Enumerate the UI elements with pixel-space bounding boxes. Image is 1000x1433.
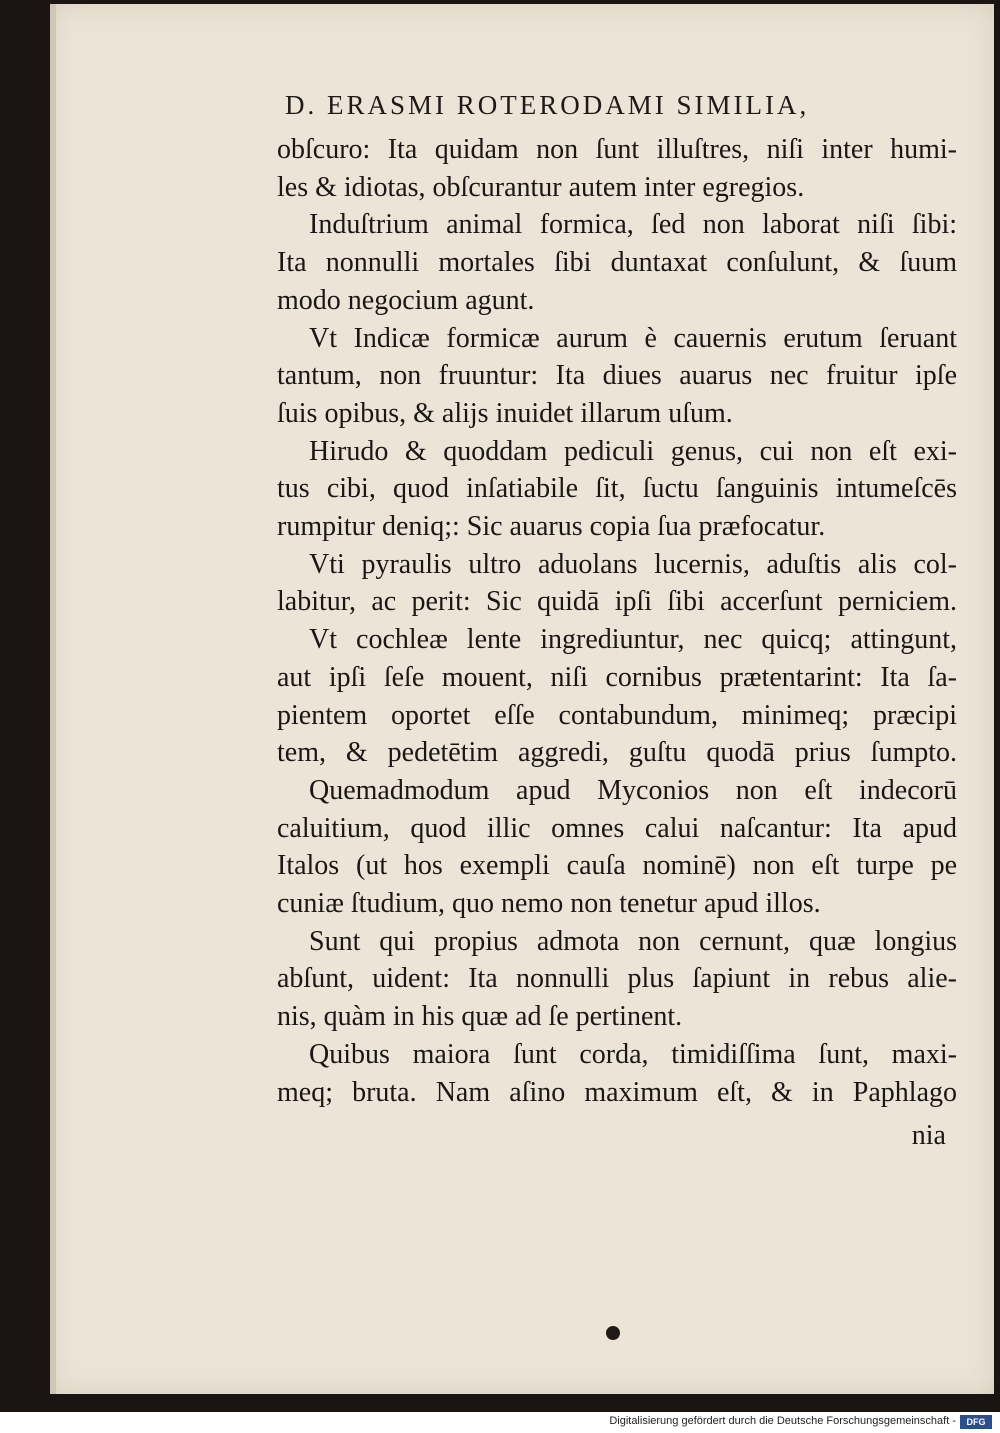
text-line: modo negocium agunt. — [277, 284, 535, 316]
text-line: Vt cochleæ lente ingrediuntur, nec quicq; attingunt, — [309, 624, 957, 656]
text-line: pientem oportet eſſe contabundum, minimeq; præcipi — [277, 699, 957, 731]
text-line: Quibus maiora ſunt corda, timidiſſima ſunt, maxi- — [309, 1038, 957, 1070]
text-line: abſunt, uident: Ita nonnulli plus ſapiunt in rebus alie- — [277, 963, 957, 995]
paragraph — [277, 206, 957, 319]
text-line: Quemadmodum apud Myconios non eſt indecorū — [309, 774, 957, 806]
funding-credit: Digitalisierung gefördert durch die Deutsche Forschungsgemeinschaft - — [609, 1415, 956, 1427]
text-line: labitur, ac perit: Sic quidā ipſi ſibi accerſunt perniciem. — [277, 586, 957, 618]
paragraph — [277, 772, 957, 923]
text-line: Ita nonnulli mortales ſibi duntaxat conſulunt, & ſuum — [277, 247, 957, 279]
paragraph — [277, 621, 957, 772]
text-line: Hirudo & quoddam pediculi genus, cui non eſt exi- — [309, 435, 957, 467]
paragraph — [277, 1036, 957, 1111]
body-text — [277, 131, 957, 1111]
text-line: nis, quàm in his quæ ad ſe pertinent. — [277, 1001, 683, 1033]
text-line: obſcuro: Ita quidam non ſunt illuſtres, niſi inter humi- — [277, 134, 957, 165]
text-line: rumpitur deniq;: Sic auarus copia ſua præfocatur. — [277, 511, 826, 543]
text-line: Induſtrium animal formica, ſed non laborat niſi ſibi: — [309, 209, 957, 241]
text-line: caluitium, quod illic omnes calui naſcantur: Ita apud — [277, 812, 957, 844]
text-line: meq; bruta. Nam aſino maximum eſt, & in Paphlago — [277, 1076, 957, 1108]
text-line: aut ipſi ſeſe mouent, niſi cornibus prætentarint: Ita ſa- — [277, 661, 957, 693]
text-line: tus cibi, quod inſatiabile ſit, ſuctu ſanguinis intumeſcēs — [277, 473, 957, 505]
paragraph — [277, 320, 957, 433]
text-line: cuniæ ſtudium, quo nemo non tenetur apud illos. — [277, 888, 821, 920]
footer-bar — [0, 1412, 1000, 1433]
paragraph — [277, 546, 957, 621]
ink-dot — [606, 1326, 620, 1340]
text-line: tantum, non fruuntur: Ita diues auarus nec fruitur ipſe — [277, 360, 957, 392]
text-line: Vti pyraulis ultro aduolans lucernis, aduſtis alis col- — [309, 548, 957, 580]
text-line: tem, & pedetētim aggredi, guſtu quodā prius ſumpto. — [277, 737, 957, 769]
text-line: Sunt qui propius admota non cernunt, quæ longius — [309, 925, 957, 957]
paragraph — [277, 131, 957, 206]
text-line: les & idiotas, obſcurantur autem inter egregios. — [277, 171, 805, 203]
paragraph — [277, 923, 957, 1036]
text-line: ſuis opibus, & alijs inuidet illarum uſum. — [277, 397, 733, 429]
dfg-logo-icon: DFG — [960, 1415, 992, 1429]
text-line: Vt Indicæ formicæ aurum è cauernis erutum ſeruant — [309, 322, 957, 354]
catchword: nia — [911, 1120, 946, 1151]
paragraph — [277, 433, 957, 546]
text-line: Italos (ut hos exempli cauſa nominē) non eſt turpe pe — [277, 850, 957, 882]
running-head: D. ERASMI ROTERODAMI SIMILIA, — [285, 90, 810, 120]
